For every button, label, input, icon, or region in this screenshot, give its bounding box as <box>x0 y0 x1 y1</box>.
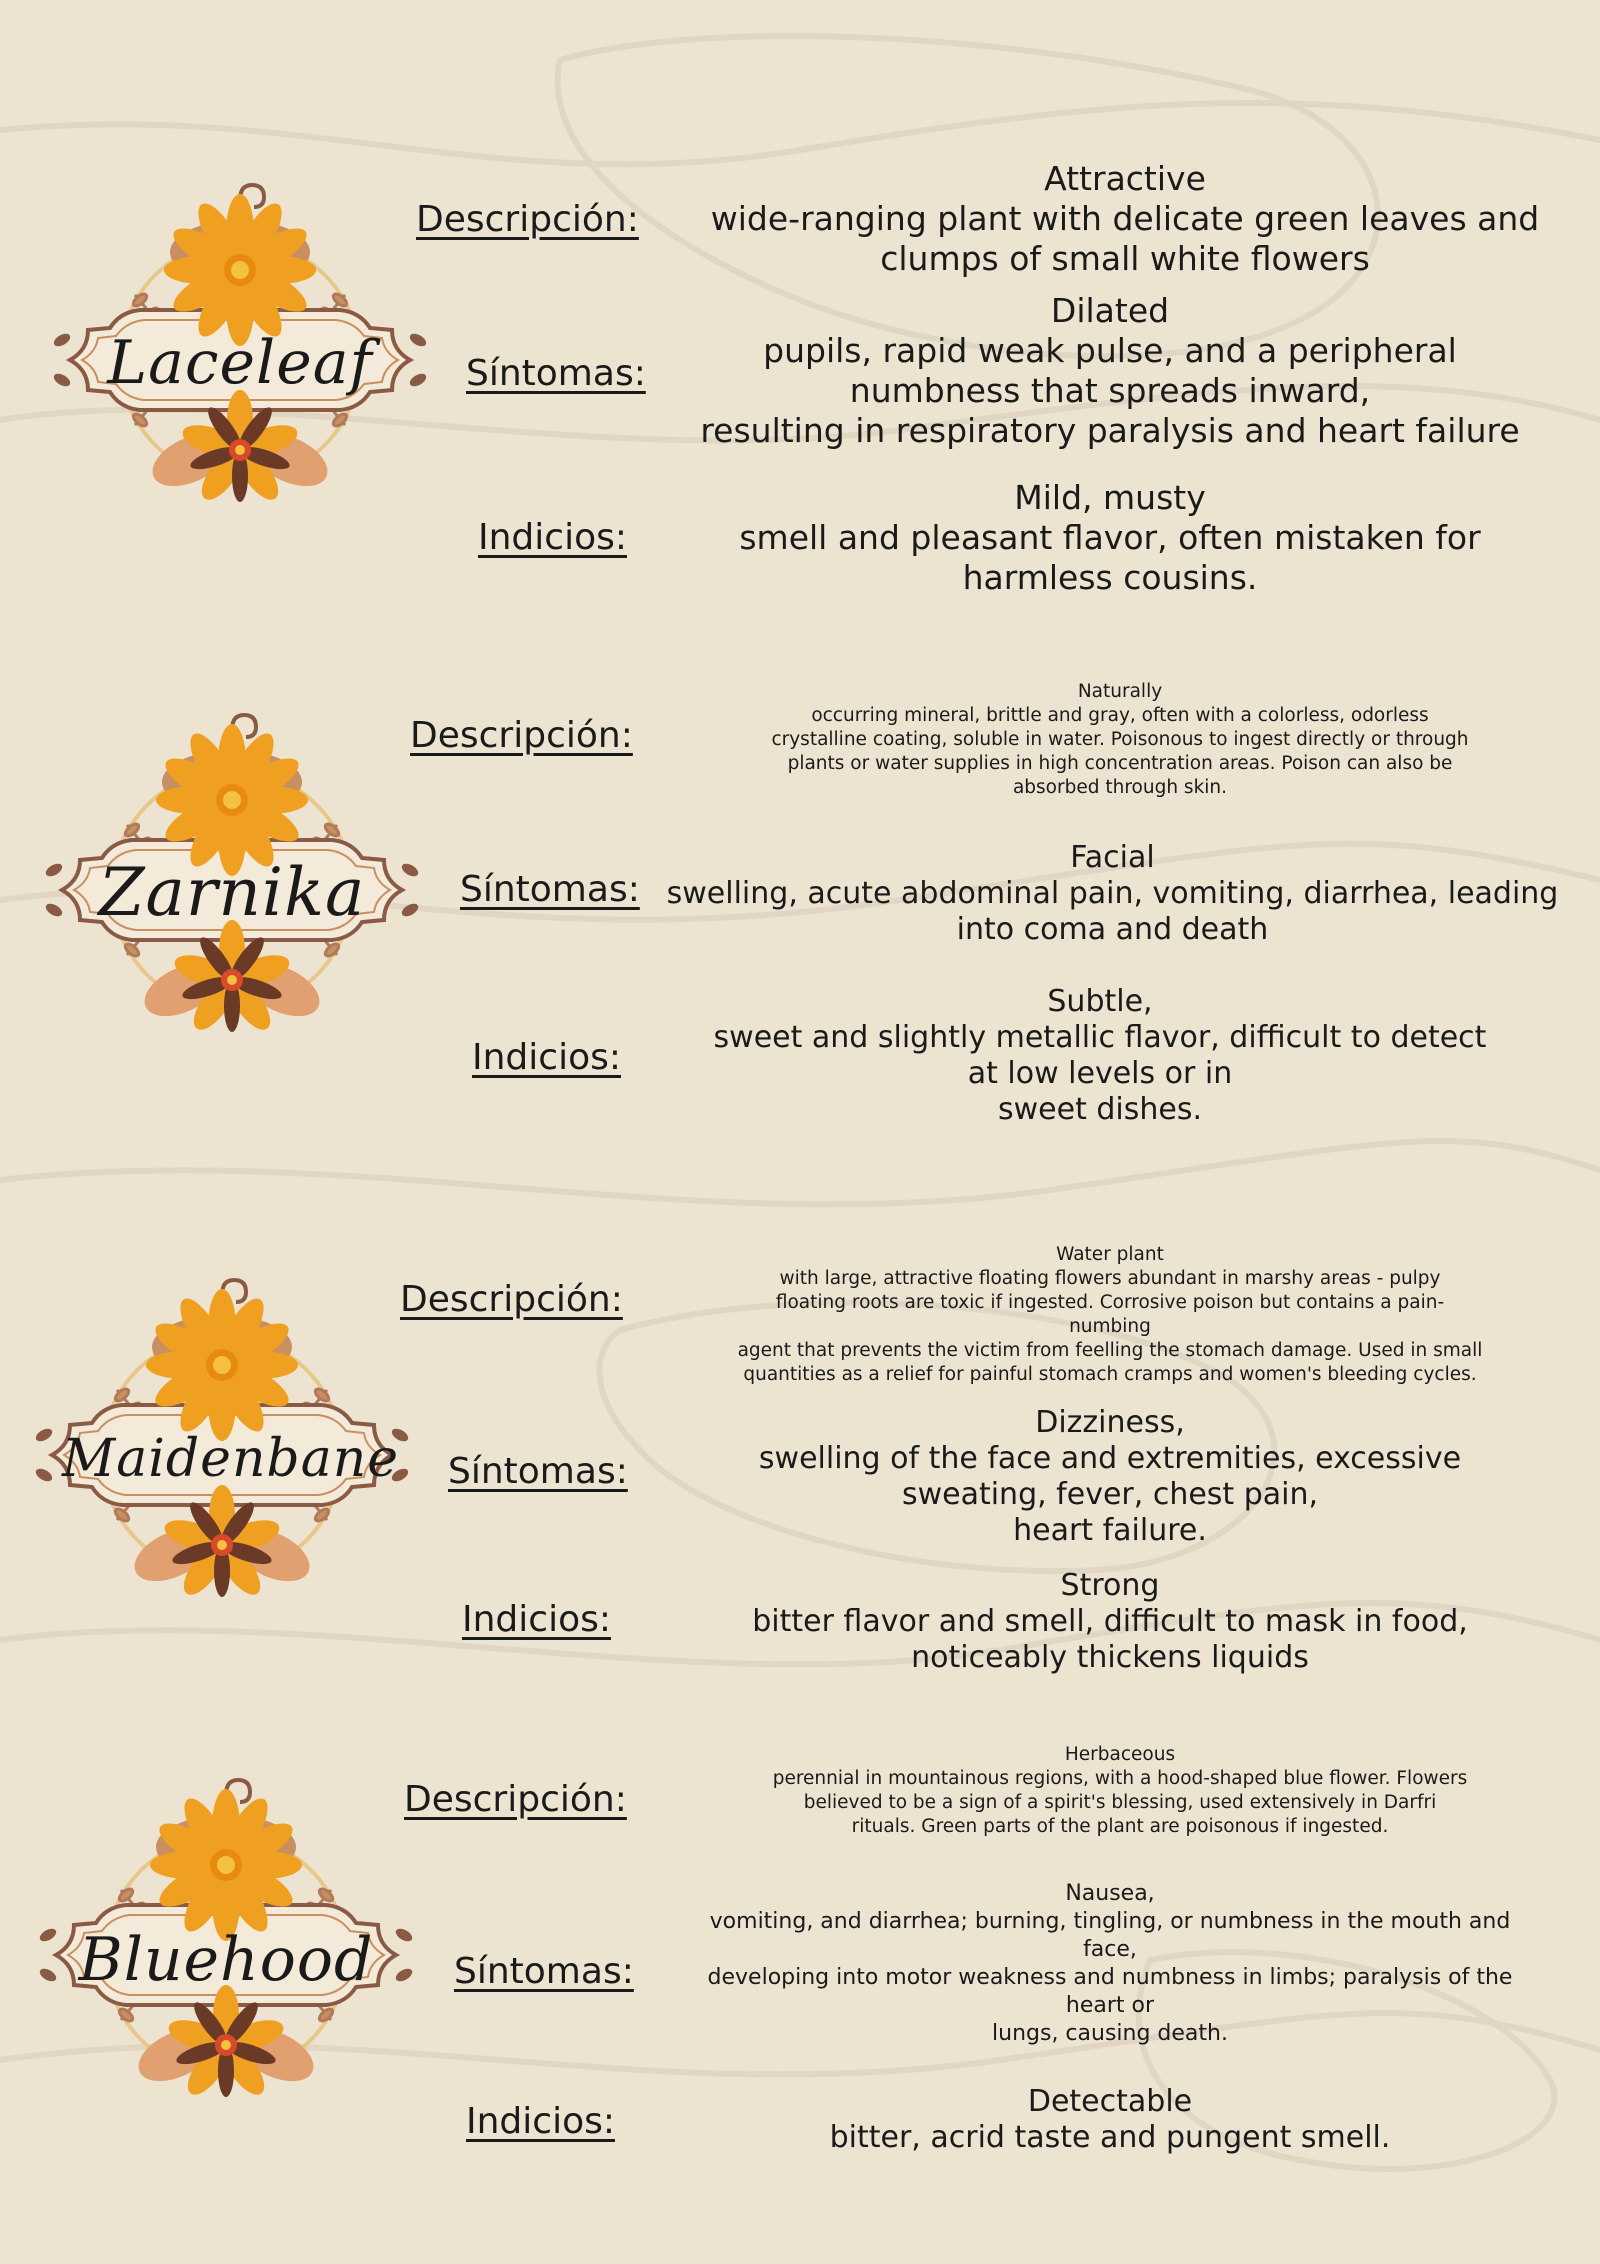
plant-badge <box>32 710 432 1070</box>
sintomas-text: Dilated pupils, rapid weak pulse, and a peripheral numbness that spreads inward, resulting in respiratory paralysis and heart failure <box>700 291 1520 450</box>
indicios-label: Indicios: <box>466 2101 615 2142</box>
indicios-text: Strong bitter flavor and smell, difficult to mask in food, noticeably thickens liquids <box>752 1568 1468 1675</box>
descripcion-text: Naturally occurring mineral, brittle and gray, often with a colorless, odorless crystalline coating, soluble in water. Poisonous to ingest directly or through plants or water supplies in high concentration areas. Poison can also be absorbed through skin. <box>771 681 1469 798</box>
descripcion-label: Descripción: <box>400 1279 623 1320</box>
sintomas-label: Síntomas: <box>466 353 646 394</box>
plant-badge <box>22 1275 422 1635</box>
descripcion-text: Herbaceous perennial in mountainous regions, with a hood-shaped blue flower. Flowers believed to be a sign of a spirit's blessing, used extensively in Darfri rituals. Green parts of the plant are poisonous if ingested. <box>772 1744 1468 1837</box>
indicios-text: Mild, musty smell and pleasant flavor, often mistaken for harmless cousins. <box>739 478 1481 597</box>
descripcion-text: Attractive wide-ranging plant with delicate green leaves and clumps of small white flowers <box>710 159 1540 278</box>
plant-badge <box>40 180 440 540</box>
plant-name: Bluehood <box>78 1925 374 1995</box>
sintomas-text: Dizziness, swelling of the face and extremities, excessive sweating, fever, chest pain, heart failure. <box>758 1405 1462 1548</box>
sintomas-label: Síntomas: <box>454 1951 634 1992</box>
sintomas-text: Facial swelling, acute abdominal pain, vomiting, diarrhea, leading into coma and death <box>666 840 1559 947</box>
indicios-label: Indicios: <box>462 1599 611 1640</box>
descripcion-label: Descripción: <box>416 199 639 240</box>
indicios-label: Indicios: <box>478 517 627 558</box>
sintomas-text: Nausea, vomiting, and diarrhea; burning, tingling, or numbness in the mouth and face, developing into motor weakness and numbness in limbs; paralysis of the heart or lungs, causing death. <box>707 1881 1513 2046</box>
plant-name: Zarnika <box>98 854 366 931</box>
indicios-text: Detectable bitter, acrid taste and pungent smell. <box>829 2084 1391 2155</box>
plant-name: Maidenbane <box>62 1429 399 1489</box>
plant-name: Laceleaf <box>107 328 373 398</box>
plant-badge <box>26 1775 426 2135</box>
descripcion-label: Descripción: <box>404 1779 627 1820</box>
descripcion-label: Descripción: <box>410 715 633 756</box>
sintomas-label: Síntomas: <box>460 869 640 910</box>
indicios-text: Subtle, sweet and slightly metallic flavor, difficult to detect at low levels or in sweet dishes. <box>713 984 1487 1127</box>
sintomas-label: Síntomas: <box>448 1451 628 1492</box>
indicios-label: Indicios: <box>472 1037 621 1078</box>
descripcion-text: Water plant with large, attractive floating flowers abundant in marshy areas - pulpy floating roots are toxic if ingested. Corrosive poison but contains a pain- numbing agent that prevents the victim from feelling the stomach damage. Used in small quantities as a relief for painful stomach cramps and women's bleeding cycles. <box>737 1244 1483 1385</box>
